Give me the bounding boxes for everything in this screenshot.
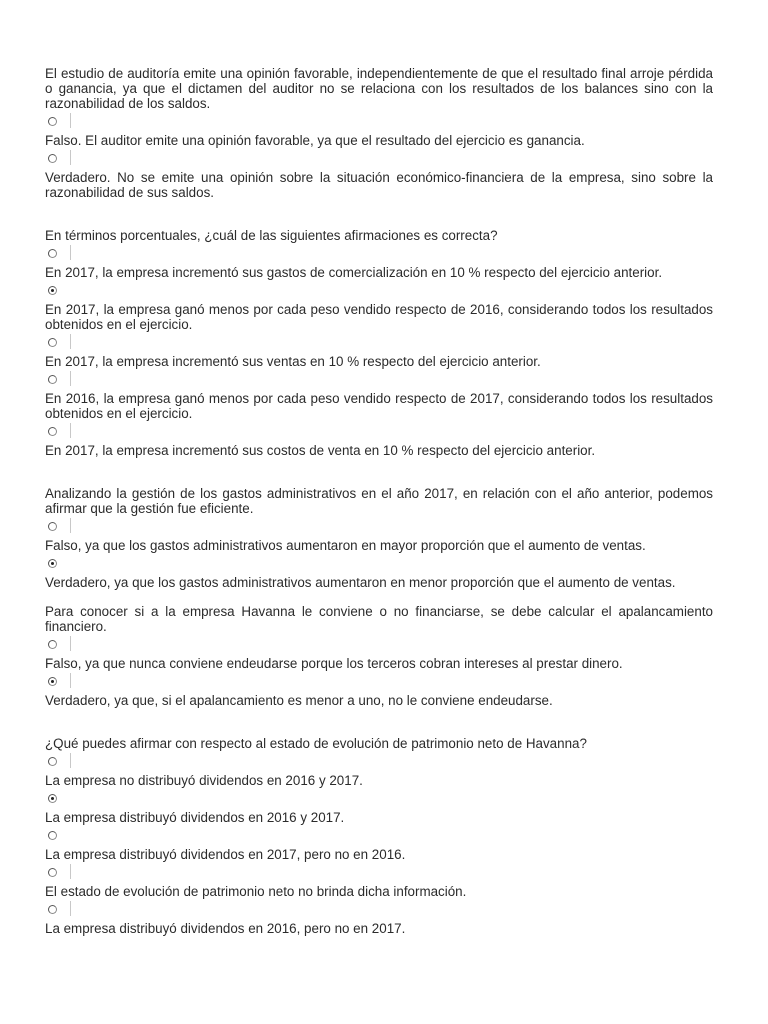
question-2-option-1-radio-row[interactable] xyxy=(45,243,713,265)
question-5-option-1-text: La empresa no distribuyó dividendos en 2016 y 2017. xyxy=(45,773,363,788)
question-2-option-1-text: En 2017, la empresa incrementó sus gastos de comercialización en 10 % respecto del ejercicio anterior. xyxy=(45,265,663,280)
option-divider xyxy=(70,371,71,386)
question-1-option-2-text: Verdadero. No se emite una opinión sobre la situación económico-financiera de la empresa, sino sobre la razonabilidad de sus saldos. xyxy=(45,170,713,200)
quiz-page xyxy=(45,66,713,936)
question-3-option-2-radio[interactable] xyxy=(48,559,57,568)
question-1-option-2-radio[interactable] xyxy=(48,154,57,163)
question-5-option-4-radio-row[interactable] xyxy=(45,862,713,884)
question-5-option-4-text: El estado de evolución de patrimonio neto no brinda dicha información. xyxy=(45,884,467,899)
question-5-option-5-radio-row[interactable] xyxy=(45,899,713,921)
question-1-stem: El estudio de auditoría emite una opinión favorable, independientemente de que el resultado final arroje pérdida o ganancia, ya que el dictamen del auditor no se relaciona con los resultados de los balances sino con la razonabilidad de los saldos. xyxy=(45,66,713,111)
question-2-option-3-radio[interactable] xyxy=(48,338,57,347)
question-3-option-1-radio[interactable] xyxy=(48,522,57,531)
question-4-option-1-radio[interactable] xyxy=(48,640,57,649)
question-1-option-1-radio-row[interactable] xyxy=(45,111,713,133)
question-5-option-1-radio[interactable] xyxy=(48,757,57,766)
question-5-option-5-radio[interactable] xyxy=(48,905,57,914)
option-divider xyxy=(70,113,71,128)
question-2-stem: En términos porcentuales, ¿cuál de las siguientes afirmaciones es correcta? xyxy=(45,228,498,243)
question-2-option-3-radio-row[interactable] xyxy=(45,332,713,354)
option-divider xyxy=(70,518,71,533)
question-4-stem: Para conocer si a la empresa Havanna le conviene o no financiarse, se debe calcular el apalancamiento financiero. xyxy=(45,604,713,634)
option-divider xyxy=(70,245,71,260)
question-gap xyxy=(45,708,713,736)
option-divider xyxy=(70,636,71,651)
question-3-stem: Analizando la gestión de los gastos administrativos en el año 2017, en relación con el año anterior, podemos afirmar que la gestión fue eficiente. xyxy=(45,486,713,516)
question-2-option-5-text: En 2017, la empresa incrementó sus costos de venta en 10 % respecto del ejercicio anterior. xyxy=(45,443,596,458)
question-4-option-2-radio[interactable] xyxy=(48,677,57,686)
question-5-option-3-text: La empresa distribuyó dividendos en 2017, pero no en 2016. xyxy=(45,847,406,862)
question-1-option-1-radio[interactable] xyxy=(48,117,57,126)
question-2-option-5-radio[interactable] xyxy=(48,427,57,436)
question-3-option-2-radio-row[interactable] xyxy=(45,553,713,575)
question-2-option-2-text: En 2017, la empresa ganó menos por cada peso vendido respecto de 2016, considerando todos los resultados obtenidos en el ejercicio. xyxy=(45,302,713,332)
question-1-option-2-radio-row[interactable] xyxy=(45,148,713,170)
question-2-option-4-radio-row[interactable] xyxy=(45,369,713,391)
option-divider xyxy=(70,673,71,688)
option-divider xyxy=(70,901,71,916)
question-2-option-3-text: En 2017, la empresa incrementó sus ventas en 10 % respecto del ejercicio anterior. xyxy=(45,354,541,369)
question-2-option-1-radio[interactable] xyxy=(48,249,57,258)
question-5-option-3-radio-row[interactable] xyxy=(45,825,713,847)
question-4-option-1-text: Falso, ya que nunca conviene endeudarse porque los terceros cobran intereses al prestar dinero. xyxy=(45,656,623,671)
question-3-option-1-radio-row[interactable] xyxy=(45,516,713,538)
question-2-option-2-radio-row[interactable] xyxy=(45,280,713,302)
question-gap xyxy=(45,458,713,486)
question-5-option-2-radio[interactable] xyxy=(48,794,57,803)
option-divider xyxy=(70,753,71,768)
question-5-option-3-radio[interactable] xyxy=(48,831,57,840)
question-gap xyxy=(45,590,713,604)
question-4-option-1-radio-row[interactable] xyxy=(45,634,713,656)
question-4-option-2-radio-row[interactable] xyxy=(45,671,713,693)
option-divider xyxy=(70,423,71,438)
question-1-option-1-text: Falso. El auditor emite una opinión favorable, ya que el resultado del ejercicio es ganancia. xyxy=(45,133,585,148)
question-2-option-4-text: En 2016, la empresa ganó menos por cada peso vendido respecto de 2017, considerando todos los resultados obtenidos en el ejercicio. xyxy=(45,391,713,421)
option-divider xyxy=(70,150,71,165)
question-5-option-4-radio[interactable] xyxy=(48,868,57,877)
question-5-option-1-radio-row[interactable] xyxy=(45,751,713,773)
question-5-option-2-radio-row[interactable] xyxy=(45,788,713,810)
option-divider xyxy=(70,334,71,349)
question-3-option-1-text: Falso, ya que los gastos administrativos aumentaron en mayor proporción que el aumento de ventas. xyxy=(45,538,646,553)
option-divider xyxy=(70,864,71,879)
question-2-option-5-radio-row[interactable] xyxy=(45,421,713,443)
question-4-option-2-text: Verdadero, ya que, si el apalancamiento es menor a uno, no le conviene endeudarse. xyxy=(45,693,553,708)
question-2-option-4-radio[interactable] xyxy=(48,375,57,384)
question-5-stem: ¿Qué puedes afirmar con respecto al estado de evolución de patrimonio neto de Havanna? xyxy=(45,736,587,751)
question-5-option-5-text: La empresa distribuyó dividendos en 2016, pero no en 2017. xyxy=(45,921,406,936)
question-2-option-2-radio[interactable] xyxy=(48,286,57,295)
question-5-option-2-text: La empresa distribuyó dividendos en 2016 y 2017. xyxy=(45,810,345,825)
question-3-option-2-text: Verdadero, ya que los gastos administrativos aumentaron en menor proporción que el aumento de ventas. xyxy=(45,575,676,590)
question-gap xyxy=(45,200,713,228)
